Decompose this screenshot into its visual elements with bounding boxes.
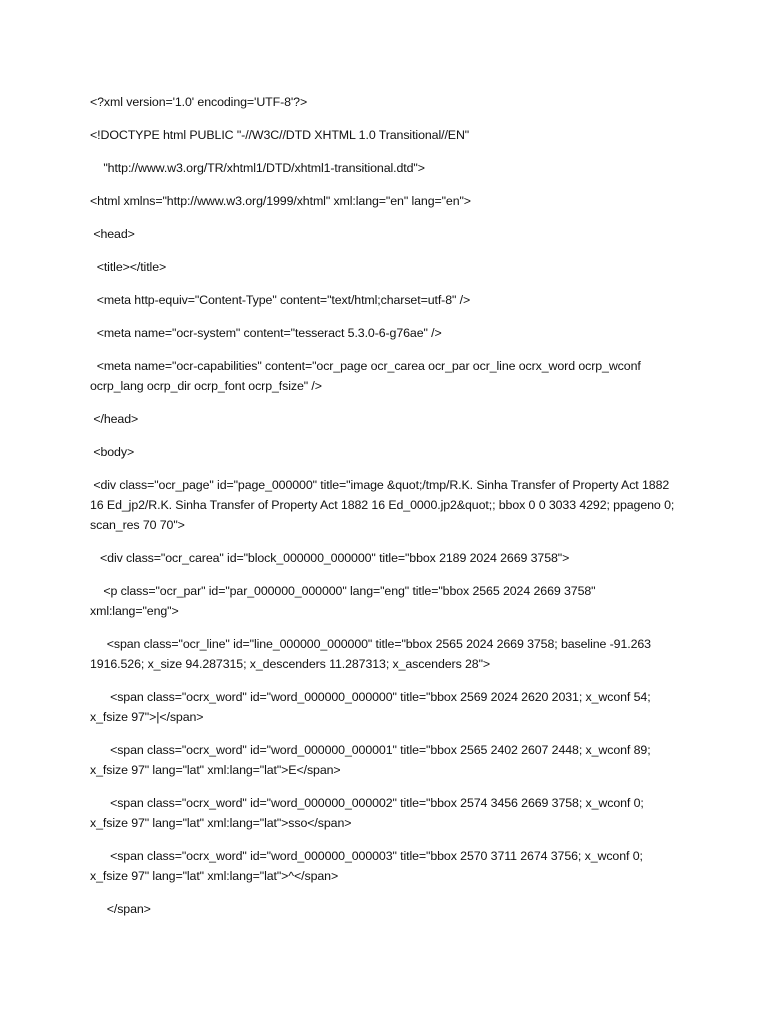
text-line-word-3: <span class="ocrx_word" id="word_000000_000003" title="bbox 2570 3711 2674 3756; x_wconf 0; x_fsize 97" lang="lat" xml:lang="lat">^</span>	[90, 849, 647, 883]
text-line-head-close: </head>	[90, 412, 139, 426]
text-line-html-open: <html xmlns="http://www.w3.org/1999/xhtml" xml:lang="en" lang="en">	[90, 194, 471, 208]
text-line-doctype: <!DOCTYPE html PUBLIC "-//W3C//DTD XHTML 1.0 Transitional//EN"	[90, 128, 470, 142]
text-line-ocr-line: <span class="ocr_line" id="line_000000_000000" title="bbox 2565 2024 2669 3758; baseline -91.263 1916.526; x_size 94.287315; x_descenders 11.287313; x_ascenders 28">	[90, 637, 655, 671]
text-line-head-open: <head>	[90, 227, 135, 241]
document-body	[90, 92, 680, 932]
text-line-word-0: <span class="ocrx_word" id="word_000000_000000" title="bbox 2569 2024 2620 2031; x_wconf 54; x_fsize 97">|</span>	[90, 690, 654, 724]
text-line-dtd-url: "http://www.w3.org/TR/xhtml1/DTD/xhtml1-transitional.dtd">	[90, 161, 425, 175]
text-line-meta-content-type: <meta http-equiv="Content-Type" content="text/html;charset=utf-8" />	[90, 293, 471, 307]
text-line-meta-ocr-capabilities: <meta name="ocr-capabilities" content="ocr_page ocr_carea ocr_par ocr_line ocrx_word ocrp_wconf ocrp_lang ocrp_dir ocrp_font ocrp_fsize" />	[90, 359, 645, 393]
text-line-title: <title></title>	[90, 260, 167, 274]
text-line-meta-ocr-system: <meta name="ocr-system" content="tesseract 5.3.0-6-g76ae" />	[90, 326, 442, 340]
text-line-body-open: <body>	[90, 445, 135, 459]
text-line-word-1: <span class="ocrx_word" id="word_000000_000001" title="bbox 2565 2402 2607 2448; x_wconf 89; x_fsize 97" lang="lat" xml:lang="lat">E</span>	[90, 743, 654, 777]
text-line-xml-declaration: <?xml version='1.0' encoding='UTF-8'?>	[90, 95, 308, 109]
text-line-span-close: </span>	[90, 902, 151, 916]
text-line-word-2: <span class="ocrx_word" id="word_000000_000002" title="bbox 2574 3456 2669 3758; x_wconf 0; x_fsize 97" lang="lat" xml:lang="lat">sso</span>	[90, 796, 648, 830]
text-line-ocr-carea: <div class="ocr_carea" id="block_000000_000000" title="bbox 2189 2024 2669 3758">	[90, 551, 570, 565]
text-line-ocr-page: <div class="ocr_page" id="page_000000" title="image &quot;/tmp/R.K. Sinha Transfer of Property Act 1882 16 Ed_jp2/R.K. Sinha Transfer of Property Act 1882 16 Ed_0000.jp2&quot;; bbox 0 0 3033 4292; ppageno 0; scan_res 70 70">	[90, 478, 678, 532]
text-line-ocr-par: <p class="ocr_par" id="par_000000_000000" lang="eng" title="bbox 2565 2024 2669 3758" xml:lang="eng">	[90, 584, 599, 618]
